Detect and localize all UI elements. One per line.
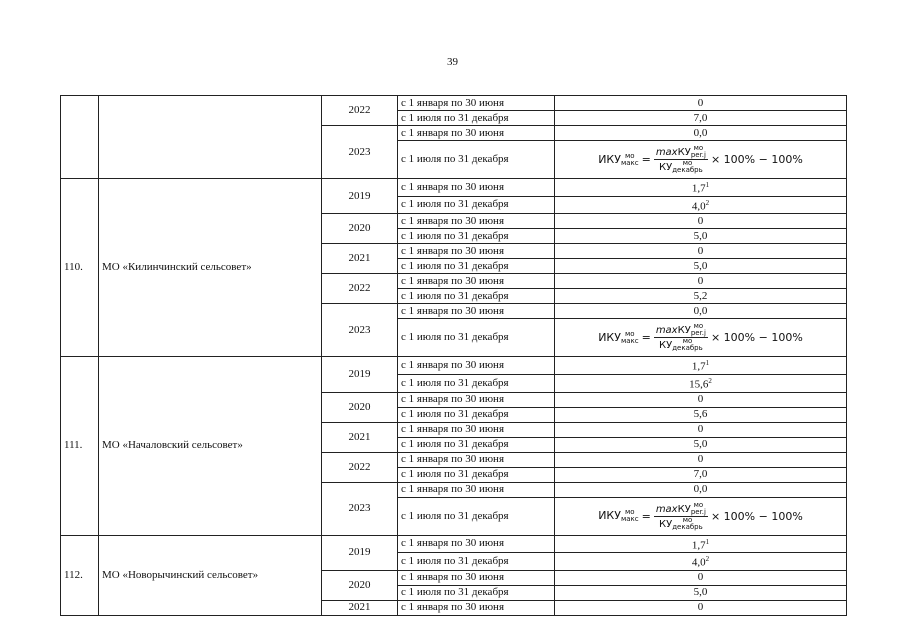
formula-fraction [654, 502, 708, 531]
formula-tail: × 100% − 100% [710, 509, 803, 523]
value-cell [555, 229, 847, 244]
row-number: 110. [61, 179, 99, 357]
value-cell [555, 600, 847, 615]
period-cell: с 1 января по 30 июня [398, 357, 555, 375]
value-text: 1,7 [691, 360, 706, 373]
formula-denominator: КУ мо декабрь [659, 159, 703, 174]
period-cell: с 1 января по 30 июня [398, 96, 555, 111]
period-cell: с 1 января по 30 июня [398, 482, 555, 497]
period-cell: с 1 июля по 31 декабря [398, 497, 555, 535]
value-cell [555, 319, 847, 357]
formula-numerator: maxКУ мо per.j [655, 144, 706, 159]
formula-eq: = [641, 153, 651, 166]
period-cell: с 1 января по 30 июня [398, 126, 555, 141]
value-text: 0 [697, 244, 704, 257]
value-text: 0 [697, 96, 704, 109]
municipality-name: МО «Началовский сельсовет» [99, 357, 322, 535]
table-row [61, 179, 847, 197]
year-cell: 2023 [322, 304, 398, 357]
value-text: 5,0 [693, 586, 708, 599]
table-row [61, 357, 847, 375]
value-text: 1,7 [691, 182, 706, 195]
value-cell [555, 196, 847, 214]
year-cell: 2020 [322, 570, 398, 600]
formula [598, 502, 803, 531]
row-number: 111. [61, 357, 99, 535]
value-cell [555, 141, 847, 179]
value-text: 0 [697, 571, 704, 584]
period-cell: с 1 января по 30 июня [398, 600, 555, 615]
value-cell [555, 244, 847, 259]
period-cell: с 1 июля по 31 декабря [398, 141, 555, 179]
value-text: 0 [697, 423, 704, 436]
footnote-marker: 1 [705, 537, 710, 546]
year-cell: 2023 [322, 126, 398, 179]
year-cell: 2020 [322, 392, 398, 422]
year-cell: 2022 [322, 452, 398, 482]
footnote-marker: 1 [705, 181, 710, 189]
period-cell: с 1 января по 30 июня [398, 535, 555, 553]
period-cell: с 1 июля по 31 декабря [398, 319, 555, 357]
value-cell [555, 570, 847, 585]
period-cell: с 1 января по 30 июня [398, 244, 555, 259]
period-cell: с 1 июля по 31 декабря [398, 289, 555, 304]
value-cell [555, 179, 847, 197]
year-cell: 2019 [322, 535, 398, 570]
period-cell: с 1 января по 30 июня [398, 214, 555, 229]
period-cell: с 1 июля по 31 декабря [398, 553, 555, 571]
value-text: 7,0 [693, 111, 708, 124]
formula-tail: × 100% − 100% [710, 153, 803, 166]
year-cell: 2021 [322, 600, 398, 615]
municipality-name [99, 96, 322, 179]
formula-fraction [654, 145, 708, 174]
table-row [61, 535, 847, 553]
value-cell [555, 585, 847, 600]
formula-lhs: ИКУ мо макс [598, 151, 639, 167]
value-text: 0 [697, 274, 704, 287]
footnote-marker: 2 [705, 198, 710, 207]
value-cell [555, 259, 847, 274]
value-text: 0 [697, 453, 704, 466]
value-cell [555, 304, 847, 319]
value-cell [555, 553, 847, 571]
value-cell [555, 407, 847, 422]
value-cell [555, 392, 847, 407]
value-cell [555, 374, 847, 392]
value-text: 15,6 [689, 378, 709, 391]
footnote-marker: 1 [705, 359, 710, 368]
period-cell: с 1 июля по 31 декабря [398, 196, 555, 214]
value-cell [555, 452, 847, 467]
value-cell [555, 482, 847, 497]
formula-eq: = [641, 331, 651, 345]
year-cell: 2021 [322, 244, 398, 274]
value-text: 1,7 [691, 539, 706, 552]
value-cell [555, 357, 847, 375]
formula-eq: = [641, 509, 651, 523]
period-cell: с 1 января по 30 июня [398, 274, 555, 289]
period-cell: с 1 июля по 31 декабря [398, 229, 555, 244]
year-cell: 2021 [322, 422, 398, 452]
year-cell: 2020 [322, 214, 398, 244]
period-cell: с 1 января по 30 июня [398, 304, 555, 319]
value-text: 0 [697, 393, 704, 406]
value-text: 5,2 [693, 289, 708, 302]
formula [598, 323, 803, 352]
value-cell [555, 126, 847, 141]
row-number [61, 96, 99, 179]
municipality-name: МО «Новорычинский сельсовет» [99, 535, 322, 615]
value-text: 0,0 [693, 126, 708, 139]
footnote-marker: 2 [705, 555, 710, 564]
value-cell [555, 96, 847, 111]
page-number: 39 [447, 56, 458, 68]
value-text: 0 [697, 214, 704, 227]
value-cell [555, 497, 847, 535]
period-cell: с 1 июля по 31 декабря [398, 111, 555, 126]
period-cell: с 1 января по 30 июня [398, 422, 555, 437]
value-text: 0 [697, 601, 704, 614]
tariff-table [60, 95, 847, 616]
value-cell [555, 214, 847, 229]
year-cell: 2019 [322, 357, 398, 392]
period-cell: с 1 января по 30 июня [398, 392, 555, 407]
value-text: 4,0 [691, 556, 706, 569]
year-cell: 2022 [322, 96, 398, 126]
formula-numerator: maxКУ мо per.j [655, 322, 706, 338]
value-text: 5,6 [693, 408, 708, 421]
formula-denominator: КУ мо декабрь [659, 337, 703, 353]
row-number: 112. [61, 535, 99, 615]
period-cell: с 1 июля по 31 декабря [398, 374, 555, 392]
period-cell: с 1 июля по 31 декабря [398, 467, 555, 482]
period-cell: с 1 июля по 31 декабря [398, 407, 555, 422]
period-cell: с 1 января по 30 июня [398, 452, 555, 467]
year-cell: 2022 [322, 274, 398, 304]
municipality-name: МО «Килинчинский сельсовет» [99, 179, 322, 357]
value-text: 0,0 [693, 483, 708, 496]
formula-numerator: maxКУ мо per.j [655, 500, 706, 516]
value-cell [555, 467, 847, 482]
value-text: 7,0 [693, 468, 708, 481]
value-text: 5,0 [693, 259, 708, 272]
value-cell [555, 437, 847, 452]
formula-tail: × 100% − 100% [710, 331, 803, 345]
formula [598, 145, 803, 174]
footnote-marker: 2 [708, 376, 712, 385]
formula-lhs: ИКУ мо макс [598, 508, 639, 524]
year-cell: 2019 [322, 179, 398, 214]
table-row [61, 96, 847, 111]
value-cell [555, 535, 847, 553]
value-text: 0,0 [693, 304, 708, 317]
period-cell: с 1 июля по 31 декабря [398, 259, 555, 274]
period-cell: с 1 января по 30 июня [398, 179, 555, 197]
value-cell [555, 422, 847, 437]
value-cell [555, 111, 847, 126]
value-text: 4,0 [691, 200, 706, 213]
value-text: 5,0 [693, 438, 708, 451]
value-text: 5,0 [693, 229, 708, 242]
formula-denominator: КУ мо декабрь [659, 515, 703, 531]
period-cell: с 1 июля по 31 декабря [398, 437, 555, 452]
formula-fraction [654, 323, 708, 352]
period-cell: с 1 июля по 31 декабря [398, 585, 555, 600]
year-cell: 2023 [322, 482, 398, 535]
value-cell [555, 274, 847, 289]
value-cell [555, 289, 847, 304]
period-cell: с 1 января по 30 июня [398, 570, 555, 585]
formula-lhs: ИКУ мо макс [598, 329, 639, 345]
